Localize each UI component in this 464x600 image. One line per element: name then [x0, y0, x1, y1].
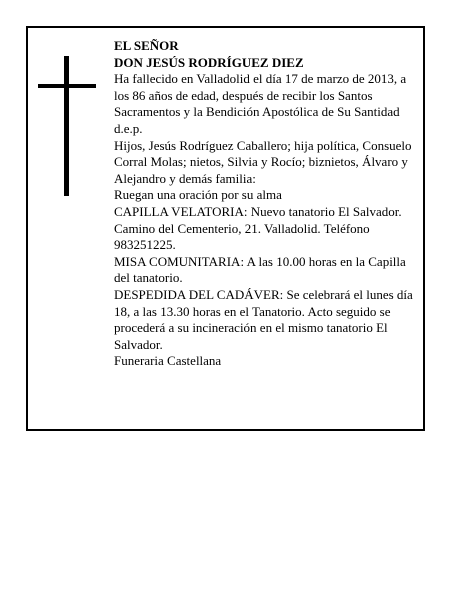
death-paragraph: Ha fallecido en Valladolid el día 17 de marzo de 2013, a los 86 años de edad, después de recibir los Santos Sacramentos y la Bendición Apostólica de Su Santidad d.e.p.: [114, 71, 407, 136]
cross-vertical-bar: [64, 56, 69, 196]
deceased-name: DON JESÚS RODRÍGUEZ DIEZ: [114, 54, 304, 70]
title-line-1: EL SEÑOR: [114, 38, 179, 53]
family-paragraph: Hijos, Jesús Rodríguez Caballero; hija política, Consuelo Corral Molas; nietos, Silvia y Rocío; biznietos, Álvaro y Alejandro y demás familia:: [114, 137, 412, 186]
prayer-line: Ruegan una oración por su alma: [114, 187, 282, 203]
funeral-home: Funeraria Castellana: [114, 353, 222, 369]
farewell-paragraph: DESPEDIDA DEL CADÁVER: Se celebrará el lunes día 18, a las 13.30 horas en el Tanatorio. Acto seguido se procederá a su incineración en el mismo tanatorio El Salvador.: [114, 286, 413, 352]
cross-horizontal-bar: [38, 84, 96, 88]
obituary-text: [114, 38, 422, 370]
chapel-paragraph: CAPILLA VELATORIA: Nuevo tanatorio El Salvador. Camino del Cementerio, 21. Valladolid. Teléfono 983251225.: [114, 203, 402, 253]
mass-paragraph: MISA COMUNITARIA: A las 10.00 horas en la Capilla del tanatorio.: [114, 253, 406, 286]
